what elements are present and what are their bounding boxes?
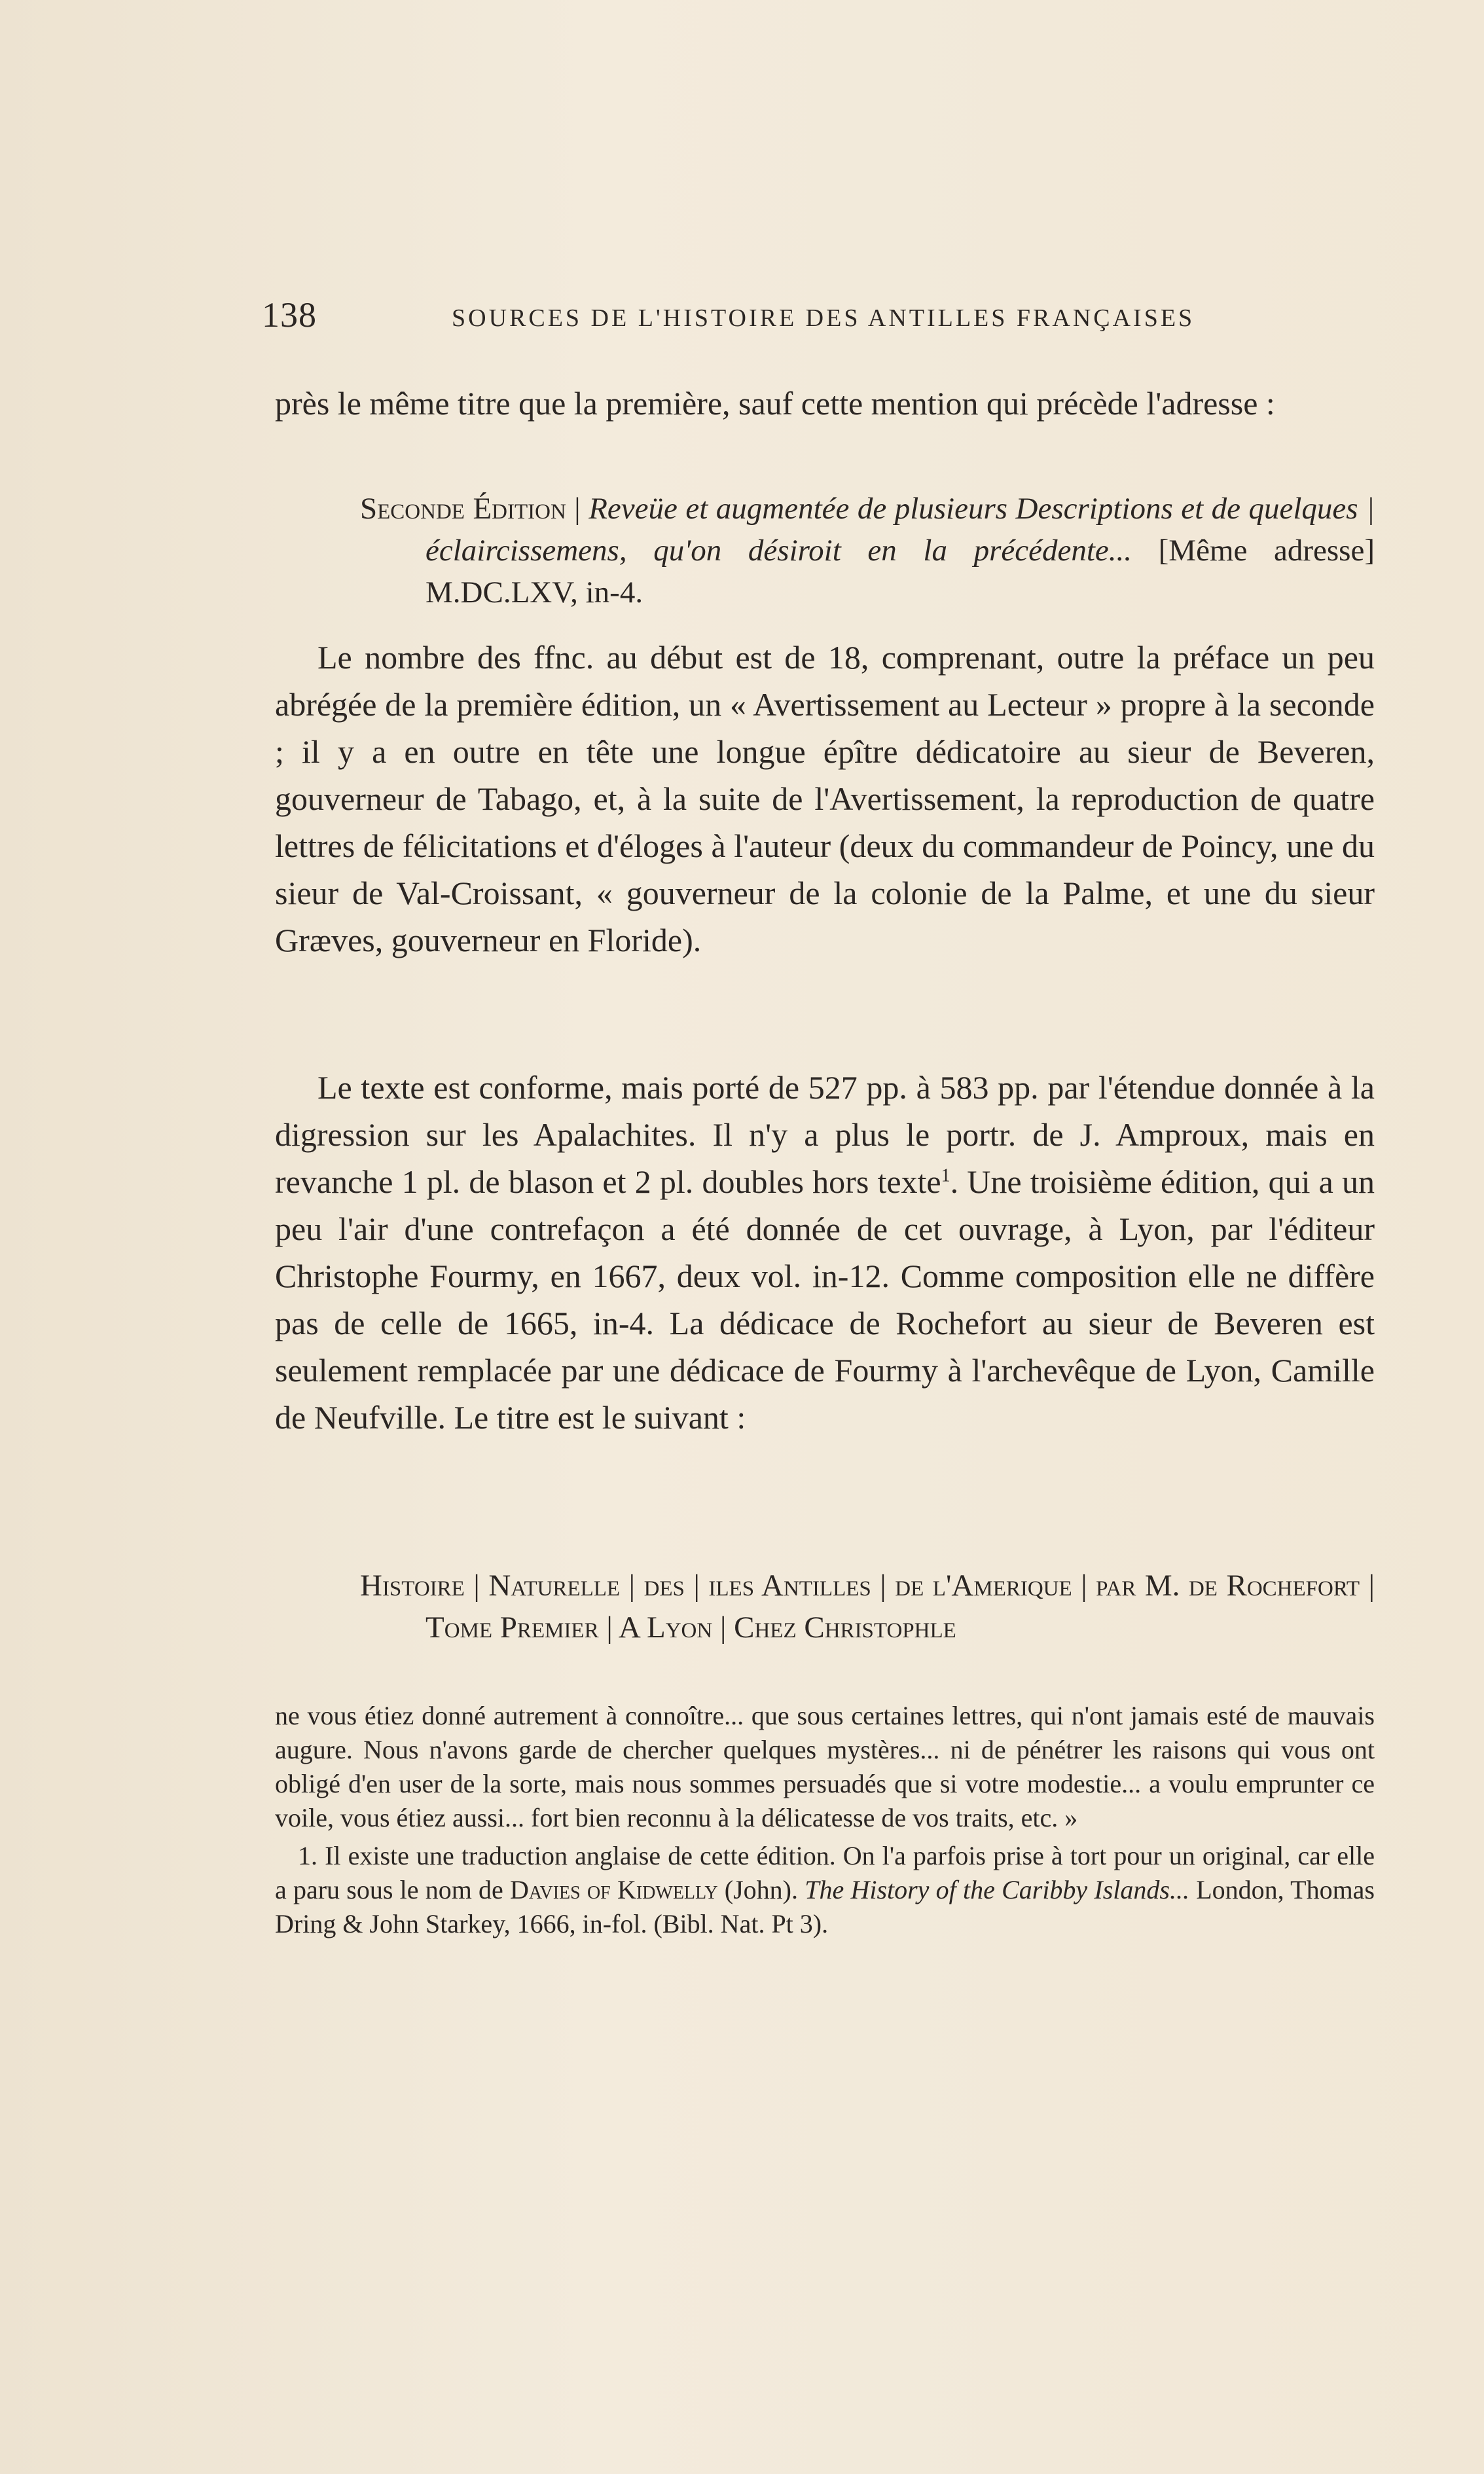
footnote-1 [275, 1839, 1375, 1941]
footnote-1-author: Davies of Kidwelly [510, 1875, 718, 1904]
edition-separator: | [566, 492, 589, 526]
paragraph-1-text: Le nombre des ffnc. au début est de 18, comprenant, outre la préface un peu abrégée de la première édition, un « Avertissement au Lecteur » propre à la seconde ; il y a en outre en tête une longue épître dédicatoire au sieur de Beveren, gouverneur de Tabago, et, à la suite de l'Avertissement, la reproduction de quatre lettres de félicitations et d'éloges à l'auteur (deux du commandeur de Poincy, une du sieur de Val-Croissant, « gouverneur de la colonie de la Palme, et une du sieur Græves, gouverneur en Floride). [275, 639, 1375, 958]
paragraph-2 [275, 1064, 1375, 1441]
paragraph-2-part-b: . Une troisième édition, qui a un peu l'air d'une contrefaçon a été donnée de cet ouvrage, à Lyon, par l'éditeur Christophe Fourmy, en 1667, deux vol. in-12. Comme composition elle ne diffère pas de celle de 1665, in-4. La dédicace de Rochefort au sieur de Beveren est seulement remplacée par une dédicace de Fourmy à l'archevêque de Lyon, Camille de Neufville. Le titre est le suivant : [275, 1163, 1375, 1436]
paragraph-2-text [275, 1064, 1375, 1441]
page-header [262, 295, 1362, 347]
paragraph-2-part-a: Le texte est conforme, mais porté de 527 pp. à 583 pp. par l'étendue donnée à la digression sur les Apalachites. Il n'y a plus le portr. de J. Amproux, mais en revanche 1 pl. de blason et 2 pl. doubles hors texte [275, 1069, 1375, 1200]
paragraph-1 [275, 634, 1375, 964]
footnote-1-part-a: 1. Il existe une traduction anglaise de cette édition. On l'a parfois prise à tort pour un original, car elle a paru sous le nom de [275, 1841, 1375, 1904]
edition-label: Seconde Édition [360, 492, 566, 526]
footnote-1-part-c: London, Thomas Dring & John Starkey, 1666, in-fol. (Bibl. Nat. Pt 3). [275, 1875, 1375, 1938]
page-number: 138 [262, 295, 317, 335]
edition-title: Reveüe et augmentée de plusieurs Descriptions et de quelques | éclaircissemens, qu'on désiroit en la précédente... [425, 492, 1375, 568]
footnote-marker: 1 [941, 1165, 950, 1186]
intro-paragraph [275, 380, 1375, 427]
edition-rest: [Même adresse] M.DC.LXV, in-4. [425, 534, 1375, 609]
footnote-continuation: ne vous étiez donné autrement à connoître... que sous certaines lettres, qui n'ont jamais esté de mauvais augure. Nous n'avons garde de chercher quelques mystères... ni de pénétrer les raisons qui vous ont obligé d'en user de la sorte, mais nous sommes persuadés que si votre modestie... a voulu emprunter ce voile, vous étiez aussi... fort bien reconnu à la délicatesse de vos traits, etc. » [275, 1701, 1375, 1832]
quote-lyon-edition: Histoire | Naturelle | des | iles Antilles | de l'Amerique | par M. de Rochefort | Tome Premier | A Lyon | Chez Christophle [360, 1569, 1375, 1645]
footnote-1-title: The History of the Caribby Islands... [805, 1875, 1189, 1904]
footnote-1-part-b: (John). [717, 1875, 805, 1904]
quote-second-edition [360, 488, 1375, 613]
footnotes [275, 1699, 1375, 1941]
running-title: SOURCES DE L'HISTOIRE DES ANTILLES FRANÇAISES [452, 304, 1195, 332]
title-quote-second-edition [360, 488, 1375, 613]
title-quote-lyon-edition [360, 1565, 1375, 1648]
intro-text: près le même titre que la première, sauf cette mention qui précède l'adresse : [275, 385, 1275, 422]
